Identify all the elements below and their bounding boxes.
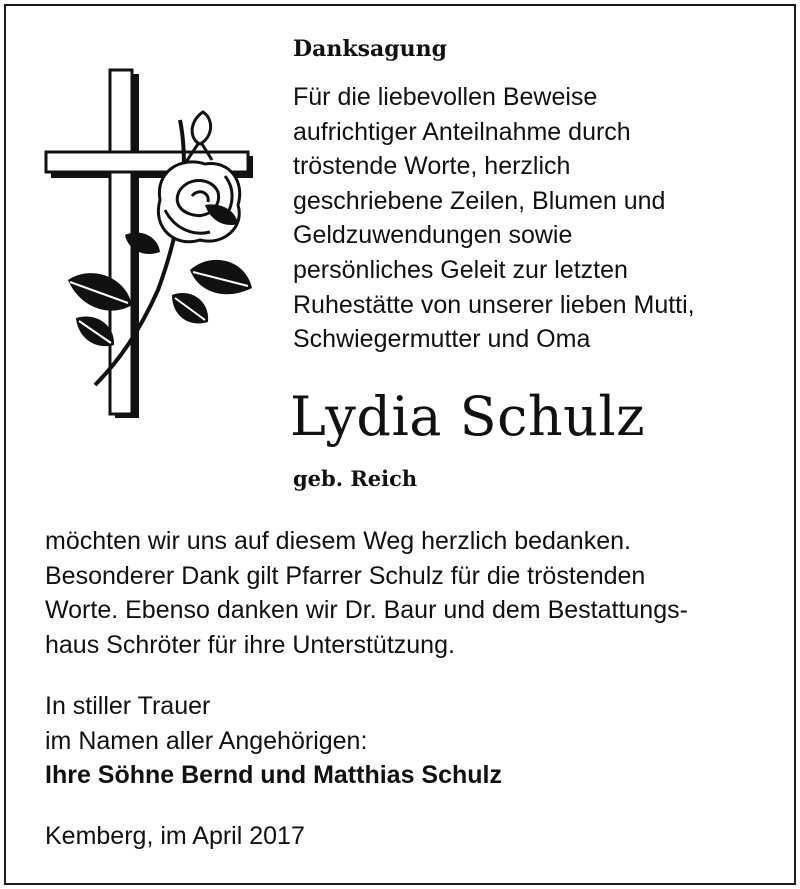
intro-line: Schwiegermutter und Oma [293, 325, 591, 354]
cross-with-rose-icon [40, 60, 260, 420]
place-date: Kemberg, im April 2017 [45, 822, 305, 850]
deceased-name: Lydia Schulz [290, 385, 646, 448]
maiden-name: geb. Reich [293, 466, 418, 491]
intro-line: aufrichtiger Anteilnahme durch [293, 117, 631, 146]
heading: Danksagung [293, 36, 447, 62]
signatories: Ihre Söhne Bernd und Matthias Schulz [45, 761, 502, 790]
thanks-line: möchten wir uns auf diesem Weg herzlich bedanken. [45, 527, 631, 555]
intro-line: Ruhestätte von unserer lieben Mutti, [293, 290, 695, 319]
intro-line: tröstende Worte, herzlich [293, 152, 571, 181]
closing-block [45, 689, 502, 793]
intro-line: Für die liebevollen Beweise [293, 83, 598, 111]
intro-line: persönliches Geleit zur letzten [293, 255, 628, 284]
thanks-text [45, 524, 765, 662]
closing-line: In stiller Trauer [45, 692, 211, 720]
closing-line: im Namen aller Angehörigen: [45, 726, 368, 755]
thanks-line: Worte. Ebenso danken wir Dr. Baur und dem Bestattungs- [45, 596, 688, 625]
thanks-line: haus Schröter für ihre Unterstützung. [45, 630, 455, 659]
intro-line: Geldzuwendungen sowie [293, 221, 573, 250]
intro-line: geschriebene Zeilen, Blumen und [293, 186, 666, 215]
intro-text [293, 80, 773, 357]
thanks-line: Besonderer Dank gilt Pfarrer Schulz für die tröstenden [45, 561, 646, 590]
